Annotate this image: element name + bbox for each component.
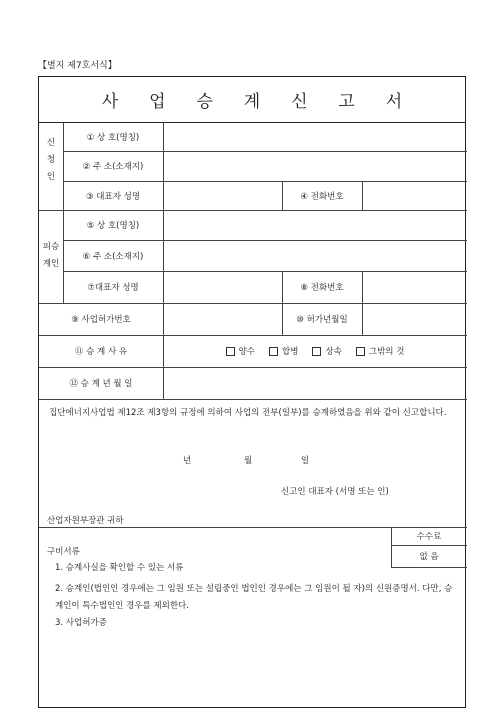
successor-group-label: 피승 계인 [42,242,60,269]
successor-representative-label: ⑦대표자 성명 [87,283,139,293]
reason-option-merger[interactable]: 합병 [269,345,298,357]
fee-value: 없 음 [419,552,439,562]
required-doc-item: 2. 승계인(법인인 경우에는 그 임원 또는 설립중인 법인인 경우에는 그 임원이 될 자)의 신원증명서. 다만, 승계인이 특수법인인 경우를 제외한다. [55,584,453,611]
succession-date-field[interactable] [163,367,467,399]
required-doc-item: 3. 사업허가증 [55,618,107,628]
form-number-label: 【별지 제7호서식】 [38,61,117,71]
applicant-trade-name-label: ① 상 호(명칭) [86,133,140,143]
applicant-phone-label: ④ 전화번호 [300,191,344,202]
checkbox-icon [312,347,321,356]
successor-representative-field[interactable] [163,271,282,303]
required-docs-title: 구비서류 [47,547,80,557]
checkbox-icon [356,347,365,356]
reason-option-transfer[interactable]: 양수 [226,345,255,357]
applicant-phone-field[interactable] [362,181,467,210]
successor-address-label: ⑥ 주 소(소재지) [82,251,144,262]
applicant-representative-field[interactable] [163,181,282,210]
successor-phone-field[interactable] [362,271,467,303]
applicant-address-field[interactable] [163,151,467,181]
applicant-group-label: 신 청 인 [46,138,56,182]
succession-report-form [38,76,466,708]
succession-reason-options [163,335,467,367]
signer-label: 신고인 대표자 (서명 또는 인) [281,487,389,497]
license-date-label: ⑩ 허가년월일 [296,315,348,325]
applicant-trade-name-field[interactable] [163,123,467,151]
license-number-label: ⑨ 사업허가번호 [71,315,131,325]
successor-trade-name-field[interactable] [163,210,467,240]
recipient-label: 산업자원부장관 귀하 [47,516,124,526]
reason-option-inheritance[interactable]: 상속 [312,345,341,357]
license-date-field[interactable] [362,303,467,335]
successor-address-field[interactable] [163,240,467,271]
license-number-field[interactable] [163,303,282,335]
date-day-label: 일 [301,456,310,466]
required-doc-item: 1. 승계사실을 확인할 수 있는 서류 [55,563,184,573]
date-year-label: 년 [183,456,192,466]
date-month-label: 월 [244,456,253,466]
reason-option-other[interactable]: 그밖의 것 [356,345,405,357]
declaration-statement: 집단에너지사업법 제12조 제3항의 규정에 의하여 사업의 전부(일부)를 승계하였음을 위와 같이 신고합니다. [49,408,447,418]
fee-label: 수수료 [416,532,442,542]
succession-reason-label: ⑪ 승 계 사 유 [74,347,128,357]
succession-date-label: ⑫ 승 계 년 월 일 [69,379,133,389]
successor-phone-label: ⑧ 전화번호 [300,283,344,293]
applicant-address-label: ② 주 소(소재지) [82,162,144,172]
successor-trade-name-label: ⑤ 상 호(명칭) [86,221,140,231]
form-title: 사 업 승 계 신 고 서 [39,77,465,123]
checkbox-icon [226,347,235,356]
applicant-representative-label: ③ 대표자 성명 [85,191,141,202]
checkbox-icon [269,347,278,356]
